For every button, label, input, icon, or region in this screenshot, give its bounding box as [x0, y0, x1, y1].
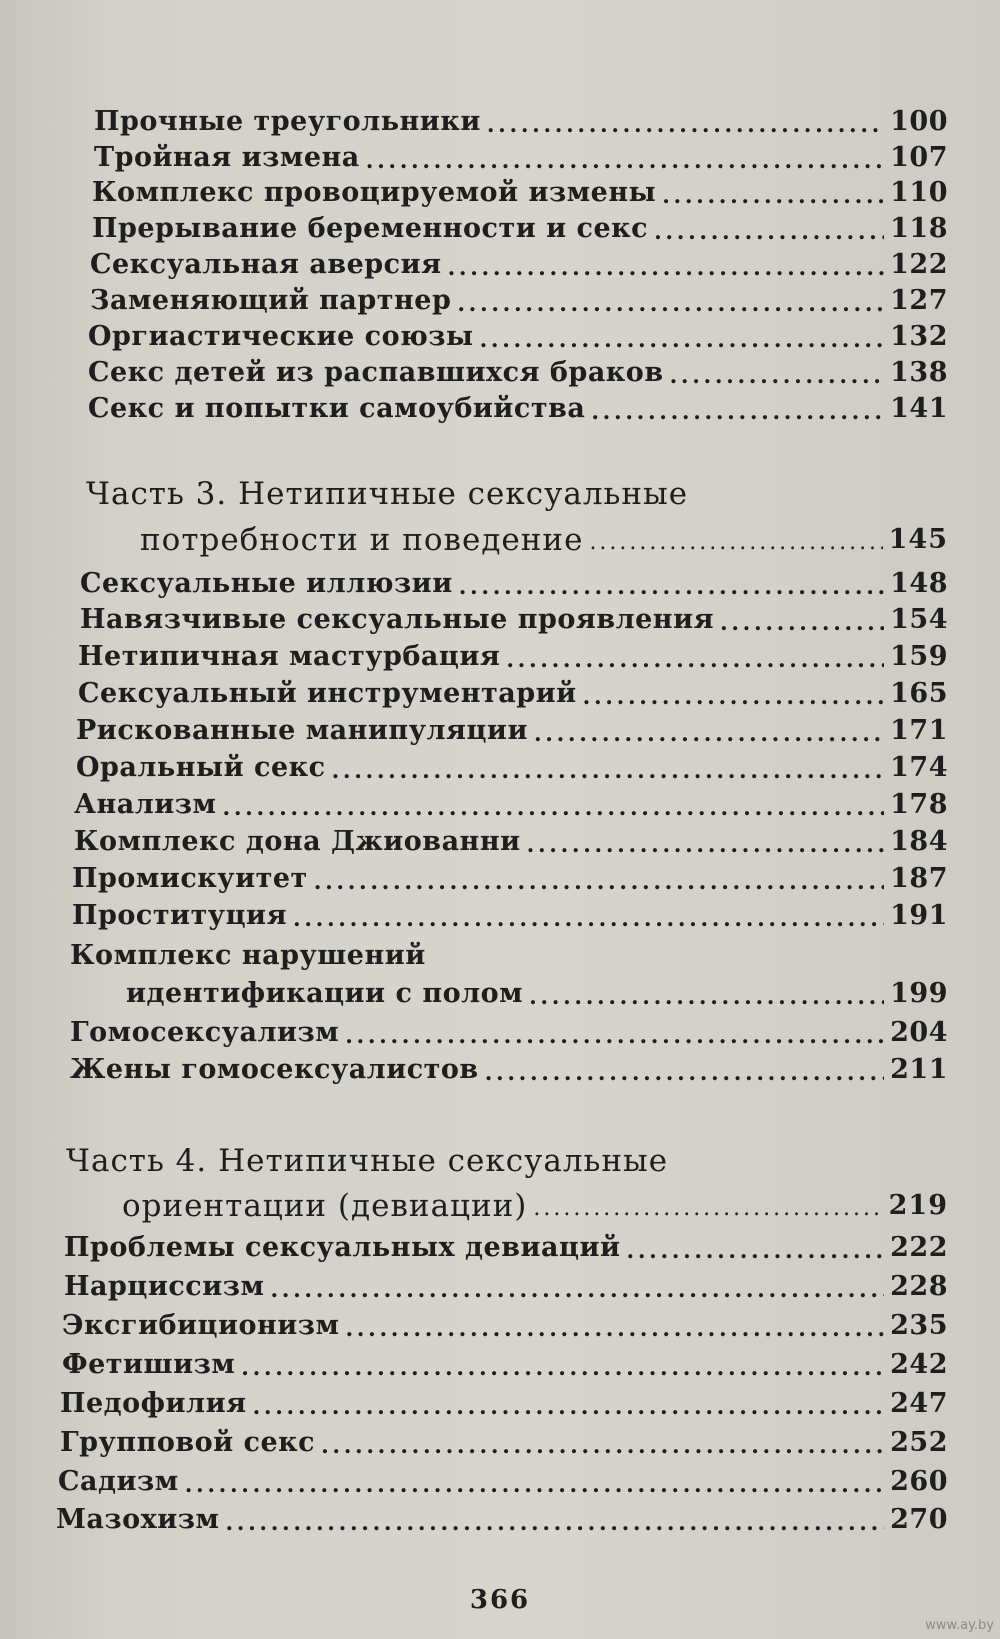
part-3-page: 145	[888, 524, 948, 555]
part-3-heading-label: потребности и поведение	[140, 522, 584, 558]
toc-entry-page: 122	[890, 249, 948, 280]
toc-entry-page: 228	[890, 1271, 948, 1302]
leader-dots	[583, 678, 884, 710]
leader-dots	[293, 900, 884, 932]
toc-entry	[70, 1017, 948, 1049]
toc-entry-label: Навязчивые сексуальные проявления	[80, 604, 715, 635]
leader-dots	[253, 1388, 884, 1420]
toc-entry	[74, 826, 948, 858]
toc-entry-label: Тройная измена	[94, 142, 360, 173]
toc-entry-label: Садизм	[58, 1466, 179, 1497]
toc-entry-label: Прерывание беременности и секс	[92, 213, 649, 244]
part-3-heading: Часть 3. Нетипичные сексуальные	[86, 476, 689, 512]
toc-entry-label: Проблемы сексуальных девиаций	[64, 1232, 621, 1263]
leader-dots	[457, 285, 884, 317]
toc-entry	[80, 604, 948, 636]
toc-entry-page: 132	[890, 321, 948, 352]
toc-entry-label: Оргиастические союзы	[88, 321, 474, 352]
toc-entry-page: 199	[890, 978, 948, 1009]
toc-entry	[88, 357, 948, 389]
leader-dots	[448, 249, 884, 281]
toc-entry	[70, 1054, 948, 1086]
leader-dots	[527, 826, 884, 858]
toc-entry-label: Групповой секс	[60, 1427, 316, 1458]
toc-entry-label: Проституция	[72, 900, 288, 931]
toc-entry-label: Секс и попытки самоубийства	[88, 393, 586, 424]
toc-entry	[64, 1232, 948, 1264]
toc-entry-label: Оральный секс	[76, 752, 326, 783]
toc-entry-page: 222	[890, 1232, 948, 1263]
toc-entry-label: Сексуальная аверсия	[90, 249, 442, 280]
toc-entry	[58, 1466, 948, 1498]
toc-entry-page: 138	[890, 357, 948, 388]
toc-entry-page: 187	[890, 863, 948, 894]
page-number: 366	[469, 1585, 531, 1615]
part-4-heading-label: ориентации (девиации)	[122, 1188, 528, 1224]
leader-dots	[720, 604, 884, 636]
leader-dots	[591, 393, 884, 425]
toc-entry-page: 184	[890, 826, 948, 857]
leader-dots	[534, 715, 884, 747]
leader-dots	[487, 106, 884, 138]
toc-entry	[76, 715, 948, 747]
part-4-page: 219	[888, 1190, 948, 1221]
leader-dots	[314, 863, 884, 895]
toc-entry-label: Комплекс нарушений	[70, 940, 426, 971]
toc-entry-page: 191	[890, 900, 948, 931]
toc-entry-label: Заменяющий партнер	[90, 285, 452, 316]
toc-entry-page: 270	[890, 1504, 948, 1535]
leader-dots	[589, 524, 882, 556]
toc-entry	[64, 1271, 948, 1303]
toc-entry-label: Рискованные манипуляции	[76, 715, 528, 746]
toc-entry	[90, 285, 948, 317]
toc-entry-page: 107	[890, 142, 948, 173]
toc-entry-page: 247	[890, 1388, 948, 1419]
toc-entry-page: 154	[890, 604, 948, 635]
toc-entry-page: 148	[890, 568, 948, 599]
toc-entry	[62, 1349, 948, 1381]
toc-entry-page: 178	[890, 789, 948, 820]
toc-entry-label: идентификации с полом	[126, 978, 524, 1009]
part-4-heading-line2	[122, 1190, 948, 1222]
toc-entry-page: 204	[890, 1017, 948, 1048]
leader-dots	[662, 177, 884, 209]
leader-dots	[321, 1427, 884, 1459]
part-4-heading: Часть 4. Нетипичные сексуальные	[66, 1143, 669, 1179]
leader-dots	[627, 1232, 884, 1264]
toc-entry-page: 141	[890, 393, 948, 424]
toc-entry-page: 159	[890, 641, 948, 672]
leader-dots	[241, 1349, 884, 1381]
watermark: www.ay.by	[925, 1618, 994, 1633]
leader-dots	[485, 1054, 884, 1086]
toc-entry-label: Сексуальные иллюзии	[80, 568, 453, 599]
leader-dots	[506, 641, 884, 673]
toc-entry-page: 171	[890, 715, 948, 746]
leader-dots	[185, 1466, 884, 1498]
toc-entry	[78, 641, 948, 673]
leader-dots	[459, 568, 884, 600]
toc-entry	[94, 142, 948, 174]
leader-dots	[529, 978, 884, 1010]
toc-entry-label: Жены гомосексуалистов	[70, 1054, 479, 1085]
toc-entry-label: Комплекс дона Джиованни	[74, 826, 521, 857]
toc-entry-wrapped-line1	[70, 940, 948, 972]
toc-entry	[88, 393, 948, 425]
toc-entry	[92, 177, 948, 209]
toc-entry-label: Анализм	[74, 789, 217, 820]
toc-entry-label: Мазохизм	[56, 1504, 220, 1535]
part-3-heading-line2	[140, 524, 948, 556]
leader-dots	[654, 213, 884, 245]
toc-entry-page: 165	[890, 678, 948, 709]
toc-entry-page: 100	[890, 106, 948, 137]
toc-entry-label: Сексуальный инструментарий	[78, 678, 577, 709]
toc-entry-page: 235	[890, 1310, 948, 1341]
toc-entry-page: 127	[890, 285, 948, 316]
toc-entry-page: 118	[890, 213, 948, 244]
leader-dots	[345, 1017, 884, 1049]
toc-entry	[60, 1388, 948, 1420]
toc-entry-page: 260	[890, 1466, 948, 1497]
leader-dots	[223, 789, 885, 821]
toc-entry	[72, 863, 948, 895]
toc-entry	[88, 321, 948, 353]
toc-entry-label: Фетишизм	[62, 1349, 236, 1380]
toc-entry	[80, 568, 948, 600]
leader-dots	[366, 142, 884, 174]
toc-entry-label: Прочные треугольники	[94, 106, 481, 137]
toc-entry-page: 211	[890, 1054, 948, 1085]
toc-entry	[90, 249, 948, 281]
toc-entry	[74, 789, 948, 821]
leader-dots	[345, 1310, 884, 1342]
toc-entry	[76, 752, 948, 784]
toc-entry-label: Нетипичная мастурбация	[78, 641, 501, 672]
leader-dots	[533, 1190, 882, 1222]
toc-entry	[92, 213, 948, 245]
toc-entry-page: 174	[890, 752, 948, 783]
toc-entry-wrapped-line2	[126, 978, 948, 1010]
toc-entry-label: Нарциссизм	[64, 1271, 265, 1302]
toc-entry-page: 110	[890, 177, 948, 208]
toc-entry	[56, 1504, 948, 1536]
toc-entry-label: Секс детей из распавшихся браков	[88, 357, 664, 388]
toc-entry-page: 252	[890, 1427, 948, 1458]
toc-entry	[78, 678, 948, 710]
toc-entry-label: Комплекс провоцируемой измены	[92, 177, 657, 208]
toc-entry	[94, 106, 948, 138]
toc-entry-page: 242	[890, 1349, 948, 1380]
leader-dots	[670, 357, 884, 389]
toc-entry-label: Педофилия	[60, 1388, 247, 1419]
leader-dots	[225, 1504, 884, 1536]
leader-dots	[480, 321, 884, 353]
toc-entry	[60, 1427, 948, 1459]
leader-dots	[270, 1271, 884, 1303]
toc-entry-label: Эксгибиционизм	[62, 1310, 340, 1341]
toc-entry	[62, 1310, 948, 1342]
toc-entry	[72, 900, 948, 932]
leader-dots	[332, 752, 884, 784]
toc-entry-label: Промискуитет	[72, 863, 308, 894]
toc-entry-label: Гомосексуализм	[70, 1017, 340, 1048]
